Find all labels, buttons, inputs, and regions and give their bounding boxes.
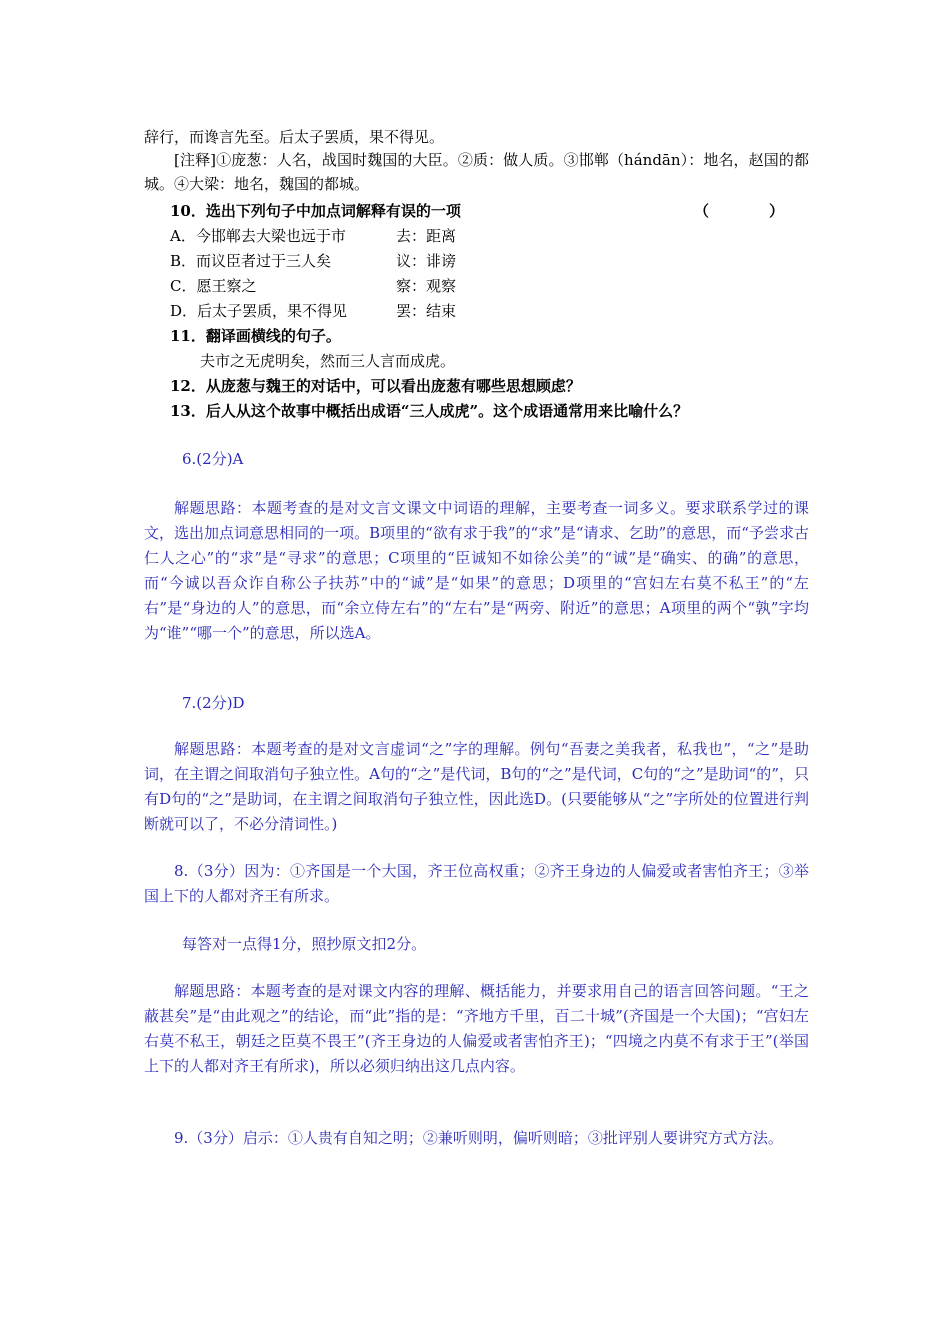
q11-sentence: 夫市之无虎明矣，然而三人言而成虎。 — [200, 352, 456, 370]
q10-stem: 10．选出下列句子中加点词解释有误的一项 — [170, 202, 461, 220]
q12-stem: 12．从庞葱与魏王的对话中，可以看出庞葱有哪些思想顾虑？ — [170, 377, 581, 395]
answer-6-explanation: 解题思路：本题考查的是对文言文课文中词语的理解，主要考查一词多义。要求联系学过的课文，选出加点词意思相同的一项。B项里的“欲有求于我”的“求”是“请求、乞助”的意思，而“予尝求古仁人之心”的“求”是“寻求”的意思；C项里的“臣诚知不如徐公美”的“诚”是“确实、的确”的意思，而“今诚以吾众诈自称公子扶苏”中的“诚”是“如果”的意思；D项里的“宫妇左右莫不私王”的“左右”是“身边的人”的意思，而“余立侍左右”的“左右”是“两旁、附近”的意思；A项里的两个“孰”字均为“谁”“哪一个”的意思，所以选A。 — [144, 499, 809, 642]
answer-8-scoring: 每答对一点得1分，照抄原文扣2分。 — [182, 935, 427, 953]
q10-option-a-meaning: 去：距离 — [396, 227, 457, 245]
answer-7-explanation: 解题思路：本题考查的是对文言虚词“之”字的理解。例句“吾妻之美我者，私我也”，“之”是助词，在主谓之间取消句子独立性。A句的“之”是代词，B句的“之”是代词，C句的“之”是助词“的”，只有D句的“之”是助词，在主谓之间取消句子独立性，因此选D。(只要能够从“之”字所处的位置进行判断就可以了，不必分清词性。) — [144, 740, 809, 833]
q13-stem: 13．后人从这个故事中概括出成语“三人成虎”。这个成语通常用来比喻什么？ — [170, 402, 689, 420]
q10-answer-bracket: （ ） — [694, 202, 785, 220]
annotation-note: [注释]①庞葱：人名，战国时魏国的大臣。②质：做人质。③邯郸（hándān）：地名，赵国的都城。④大梁：地名，魏国的都城。 — [144, 151, 809, 193]
answer-8-heading: 8.（3分）因为：①齐国是一个大国，齐王位高权重；②齐王身边的人偏爱或者害怕齐王；③举国上下的人都对齐王有所求。 — [144, 862, 809, 905]
answer-7-heading: 7.(2分)D — [182, 694, 245, 712]
answer-6-heading: 6.(2分)A — [182, 450, 244, 468]
q10-option-c: C．愿王察之 — [170, 277, 257, 295]
q11-stem: 11．翻译画横线的句子。 — [170, 327, 341, 345]
q10-option-d-meaning: 罢：结束 — [396, 302, 457, 320]
q10-option-b-meaning: 议：诽谤 — [396, 252, 457, 270]
q10-option-b: B．而议臣者过于三人矣 — [170, 252, 332, 270]
q10-option-a: A．今邯郸去大梁也远于市 — [170, 227, 346, 245]
q10-option-d: D．后太子罢质，果不得见 — [170, 302, 348, 320]
answer-8-explanation: 解题思路：本题考查的是对课文内容的理解、概括能力，并要求用自己的语言回答问题。“王之蔽甚矣”是“由此观之”的结论，而“此”指的是：“齐地方千里，百二十城”(齐国是一个大国)；“宫妇左右莫不私王，朝廷之臣莫不畏王”(齐王身边的人偏爱或者害怕齐王)；“四境之内莫不有求于王”(举国上下的人都对齐王有所求)，所以必须归纳出这几点内容。 — [144, 982, 809, 1075]
q10-option-c-meaning: 察：观察 — [396, 277, 457, 295]
answer-9-heading: 9.（3分）启示：①人贵有自知之明；②兼听则明，偏听则暗；③批评别人要讲究方式方法。 — [174, 1129, 783, 1147]
passage-end: 辞行，而谗言先至。后太子罢质，果不得见。 — [144, 128, 445, 146]
